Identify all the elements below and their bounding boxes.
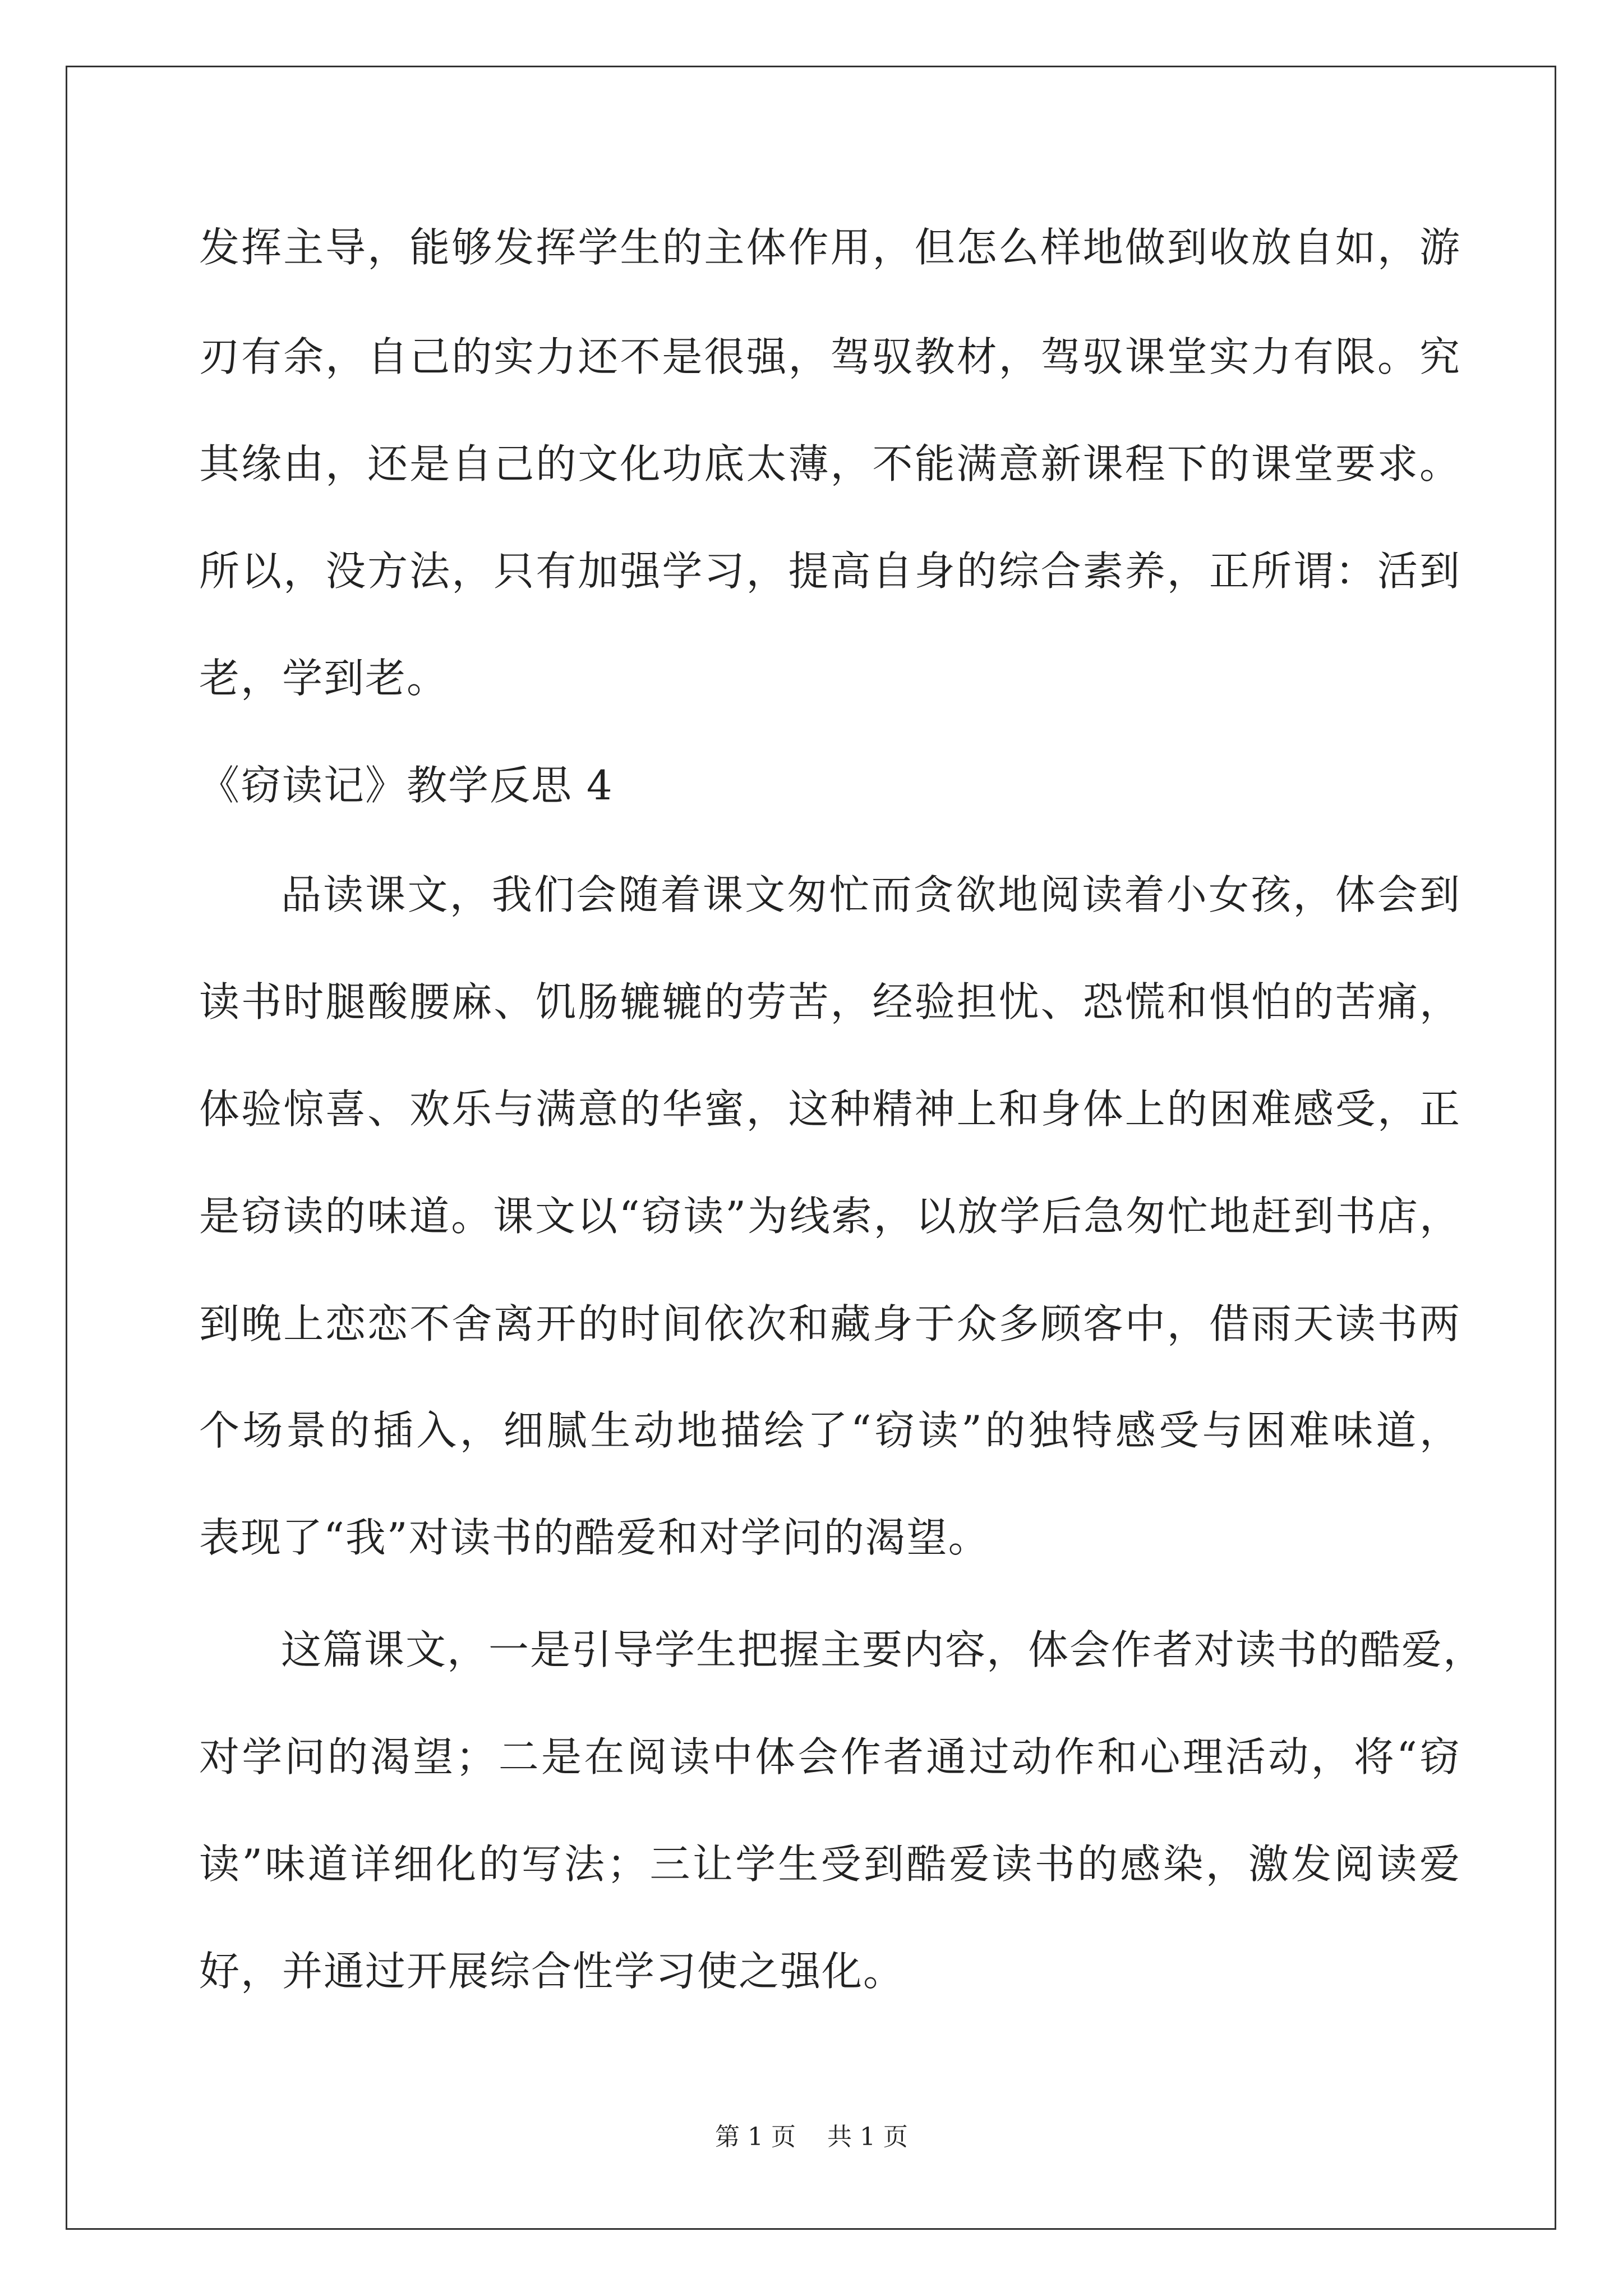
paragraph-3-line-3: 读”味道详细化的写法；三让学生受到酷爱读书的感染，激发阅读爱 <box>199 1841 1461 1888</box>
paragraph-1-line-3: 其缘由，还是自己的文化功底太薄，不能满意新课程下的课堂要求。 <box>199 440 1461 487</box>
paragraph-2-line-2: 读书时腿酸腰麻、饥肠辘辘的劳苦，经验担忧、恐慌和惧怕的苦痛， <box>199 978 1461 1025</box>
paragraph-2-line-6: 个场景的插入，细腻生动地描绘了“窃读”的独特感受与困难味道， <box>199 1407 1461 1454</box>
page-border <box>66 66 1556 2230</box>
page-footer <box>0 2125 1623 2150</box>
paragraph-1-line-1: 发挥主导，能够发挥学生的主体作用，但怎么样地做到收放自如，游 <box>199 224 1461 271</box>
paragraph-2-line-1: 品读课文，我们会随着课文匆忙而贪欲地阅读着小女孩，体会到 <box>281 871 1461 918</box>
paragraph-3-line-4: 好，并通过开展综合性学习使之强化。 <box>199 1948 905 1995</box>
section-heading: 《窃读记》教学反思 4 <box>199 762 614 809</box>
page-total: 共 1 页 <box>827 2123 908 2151</box>
paragraph-2-line-4: 是窃读的味道。课文以“窃读”为线索，以放学后急匆忙地赶到书店， <box>199 1193 1461 1240</box>
paragraph-2-line-3: 体验惊喜、欢乐与满意的华蜜，这种精神上和身体上的困难感受，正 <box>199 1085 1461 1133</box>
paragraph-3-line-2: 对学问的渴望；二是在阅读中体会作者通过动作和心理活动，将“窃 <box>199 1733 1461 1780</box>
paragraph-1-line-2: 刃有余，自己的实力还不是很强，驾驭教材，驾驭课堂实力有限。究 <box>199 333 1461 380</box>
page-number: 第 1 页 <box>715 2123 796 2151</box>
paragraph-2-line-7: 表现了“我”对读书的酷爱和对学问的渴望。 <box>199 1514 990 1561</box>
paragraph-1-line-5: 老，学到老。 <box>199 655 449 702</box>
paragraph-3-line-1: 这篇课文，一是引导学生把握主要内容，体会作者对读书的酷爱， <box>281 1626 1485 1673</box>
paragraph-2-line-5: 到晚上恋恋不舍离开的时间依次和藏身于众多顾客中，借雨天读书两 <box>199 1300 1461 1347</box>
paragraph-1-line-4: 所以，没方法，只有加强学习，提高自身的综合素养，正所谓：活到 <box>199 547 1461 595</box>
